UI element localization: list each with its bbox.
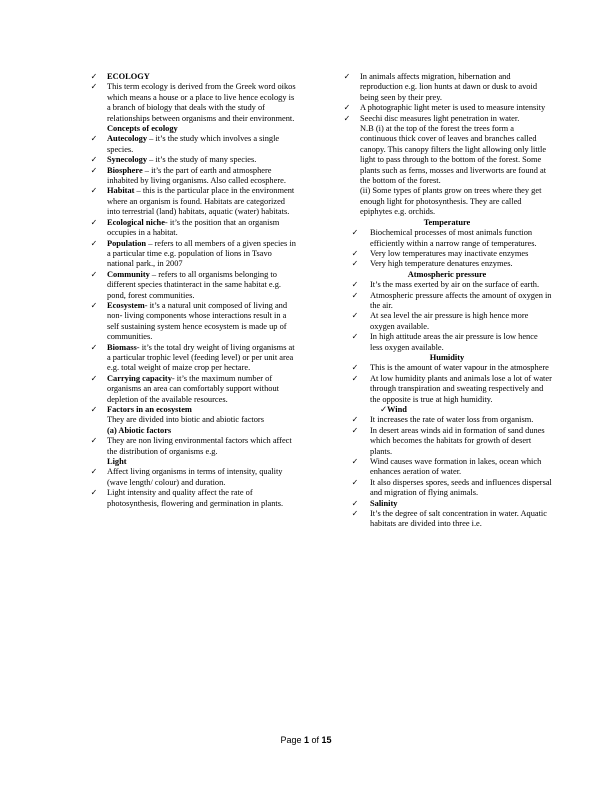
checkmark-icon: ✓: [90, 269, 98, 279]
paragraph: Atmospheric pressure affects the amount of oxygen in the air.: [370, 290, 552, 310]
term-definition: refers to all organisms belonging to different species thatinteract in the same habitat e.g. pond, forest communities.: [107, 269, 282, 300]
section-heading: Temperature: [423, 217, 471, 227]
footer-middle: of: [309, 735, 322, 745]
checkmark-icon: ✓: [343, 113, 351, 123]
checkmark-icon: ✓: [90, 165, 98, 175]
paragraph: They are divided into biotic and abiotic factors: [107, 415, 264, 425]
checkmark-icon: ✓: [351, 498, 359, 508]
term-item: [89, 239, 297, 270]
term-definition: it’s a natural unit composed of living and non- living components whose interactions result in a self sustaining system hence ecosystem is made up of communities.: [107, 300, 288, 342]
term-definition: refers to all members of a given species in a particular time e.g. population of lions in Tsavo national park., in 2007: [107, 238, 296, 269]
term-name: Autecology: [107, 134, 148, 144]
section-heading: Atmospheric pressure: [407, 269, 487, 279]
checkmark-icon: ✓: [90, 186, 98, 196]
total-page-number: 15: [321, 735, 332, 745]
term-name: Biomass: [107, 342, 137, 352]
paragraph: In animals affects migration, hibernation and reproduction e.g. lion hunts at dawn or dusk to avoid being seen by their prey.: [360, 72, 538, 102]
list-item: [342, 363, 552, 373]
page-footer: [0, 735, 612, 745]
section-heading: Light: [107, 457, 127, 467]
term-separator: –: [146, 238, 155, 248]
checkmark-icon: ✓: [351, 425, 359, 435]
list-item: [342, 509, 552, 530]
section-heading: ✓Wind: [380, 405, 407, 414]
checkmark-icon: ✓: [351, 248, 359, 258]
term-definition: it’s the maximum number of organisms an area can comfortably support without depletion of the available resources.: [107, 373, 279, 404]
paragraph: At sea level the air pressure is high hence more oxygen available.: [370, 311, 529, 331]
list-item: [342, 259, 552, 269]
checkmark-icon: ✓: [351, 509, 359, 519]
checkmark-icon: ✓: [351, 332, 359, 342]
checkmark-icon: ✓: [90, 488, 98, 498]
note-text: (ii) Some types of plants grow on trees where they get enough light for photosynthesis. They are called epiphytes e.g. orchids.: [360, 186, 542, 217]
checkmark-icon: ✓: [380, 405, 388, 414]
list-item: [342, 311, 552, 332]
list-item: [342, 291, 552, 312]
list-item: [89, 467, 297, 488]
paragraph: Affect living organisms in terms of intensity, quality (wave length/ colour) and duration.: [107, 467, 283, 487]
checkmark-icon: ✓: [90, 373, 98, 383]
term-name: Population: [107, 238, 147, 248]
section-heading: Salinity: [370, 498, 398, 508]
term-name: Habitat: [107, 186, 135, 196]
term-item: [89, 155, 297, 165]
term-definition: it’s the part of earth and atmosphere inhabited by living organisms. Also called ecosphere.: [107, 165, 286, 186]
term-separator: –: [147, 155, 156, 165]
checkmark-icon: ✓: [351, 415, 359, 425]
list-item: [342, 114, 552, 124]
term-item: [89, 166, 297, 187]
checkmark-icon: ✓: [351, 228, 359, 238]
paragraph: Wind causes wave formation in lakes, ocean which enhances aeration of water.: [370, 457, 542, 477]
term-separator: -: [144, 300, 150, 310]
page-title: ECOLOGY: [107, 72, 150, 81]
list-item: [89, 405, 297, 415]
paragraph: In desert areas winds aid in formation of sand dunes which becomes the habitats for growth of desert plants.: [370, 425, 545, 456]
list-item: [89, 72, 297, 82]
term-name: Ecosystem: [107, 300, 145, 310]
list-item: [342, 249, 552, 259]
list-item: [342, 103, 552, 113]
checkmark-icon: ✓: [90, 342, 98, 352]
checkmark-icon: ✓: [343, 103, 351, 113]
term-name: Synecology: [107, 155, 148, 165]
term-name: Biosphere: [107, 165, 143, 175]
checkmark-icon: ✓: [351, 259, 359, 269]
list-item: [89, 488, 297, 509]
list-item: [342, 415, 552, 425]
term-separator: -: [136, 342, 142, 352]
term-definition: this is the particular place in the environment where an organism is found. Habitats are categorized into terrestrial (land) habitats, aquatic (water) habitats.: [107, 186, 295, 217]
term-name: Carrying capacity: [107, 373, 172, 383]
left-column: [89, 72, 297, 509]
term-item: [89, 374, 297, 405]
paragraph: At low humidity plants and animals lose a lot of water through transpiration and sweating respectively and the opposite is true at high humidity.: [370, 373, 552, 404]
term-separator: –: [149, 269, 159, 279]
list-item: [342, 280, 552, 290]
term-name: Community: [107, 269, 150, 279]
checkmark-icon: ✓: [351, 311, 359, 321]
section-heading: (a) Abiotic factors: [107, 425, 172, 435]
list-item: [342, 426, 552, 457]
paragraph: Seechi disc measures light penetration in water.: [360, 113, 520, 123]
paragraph: Biochemical processes of most animals function efficiently within a narrow range of temperatures.: [370, 228, 537, 248]
term-item: [89, 301, 297, 343]
checkmark-icon: ✓: [343, 72, 351, 81]
checkmark-icon: ✓: [90, 436, 98, 446]
list-item: [342, 332, 552, 353]
current-page-number: 1: [303, 735, 309, 745]
list-item: [342, 478, 552, 499]
list-item: [342, 228, 552, 249]
list-item: [89, 436, 297, 457]
term-definition: it’s the study of many species.: [155, 155, 257, 165]
note-text: N.B (i) at the top of the forest the trees form a continuous thick cover of leaves and branches called canopy. This canopy filters the light allowing only little light to pass through to the bottom of the forest. Some plants such as ferns, mosses and liverworts are found at the bottom of the forest.: [360, 124, 547, 186]
checkmark-icon: ✓: [90, 82, 98, 92]
checkmark-icon: ✓: [351, 457, 359, 467]
list-item: [342, 457, 552, 478]
section-heading: Factors in an ecosystem: [107, 405, 192, 414]
paragraph: Light intensity and quality affect the rate of photosynthesis, flowering and germination in plants.: [107, 488, 284, 508]
term-separator: –: [142, 165, 152, 175]
paragraph: In high attitude areas the air pressure is low hence less oxygen available.: [370, 332, 538, 352]
checkmark-icon: ✓: [351, 373, 359, 383]
term-item: [89, 134, 297, 155]
paragraph: It’s the mass exerted by air on the surface of earth.: [370, 280, 540, 290]
checkmark-icon: ✓: [351, 477, 359, 487]
checkmark-icon: ✓: [90, 467, 98, 477]
paragraph: This is the amount of water vapour in the atmosphere: [370, 363, 549, 373]
checkmark-icon: ✓: [90, 72, 98, 81]
checkmark-icon: ✓: [90, 134, 98, 144]
checkmark-icon: ✓: [90, 155, 98, 165]
term-item: [89, 343, 297, 374]
checkmark-icon: ✓: [351, 280, 359, 290]
paragraph: It’s the degree of salt concentration in water. Aquatic habitats are divided into three i.e.: [370, 509, 547, 529]
list-item: [342, 72, 552, 103]
paragraph: Very low temperatures may inactivate enzymes: [370, 248, 529, 258]
term-separator: –: [147, 134, 156, 144]
term-item: [89, 186, 297, 217]
term-definition: it’s the total dry weight of living organisms at a particular trophic level (feeding level) or per unit area e.g. total weight of maize crop per hectare.: [107, 342, 295, 373]
paragraph: A photographic light meter is used to measure intensity: [360, 103, 546, 113]
term-separator: –: [134, 186, 143, 196]
term-separator: -: [164, 217, 170, 227]
section-heading: Humidity: [429, 352, 465, 362]
checkmark-icon: ✓: [351, 290, 359, 300]
checkmark-icon: ✓: [90, 238, 98, 248]
term-item: [89, 218, 297, 239]
right-column: [342, 72, 552, 530]
checkmark-icon: ✓: [90, 217, 98, 227]
paragraph: Very high temperature denatures enzymes.: [370, 259, 513, 269]
term-definition: it’s the position that an organism occupies in a habitat.: [107, 217, 280, 238]
list-item: [89, 82, 297, 124]
paragraph: It also disperses spores, seeds and influences dispersal and migration of flying animals.: [370, 477, 552, 498]
checkmark-icon: ✓: [90, 405, 98, 414]
section-heading: Concepts of ecology: [107, 124, 178, 134]
footer-prefix: Page: [280, 735, 304, 745]
paragraph: They are non living environmental factors which affect the distribution of organisms e.g.: [107, 436, 292, 456]
list-item: [342, 499, 552, 509]
paragraph: It increases the rate of water loss from organism.: [370, 415, 534, 425]
term-item: [89, 270, 297, 301]
checkmark-icon: ✓: [90, 300, 98, 310]
list-item: [342, 374, 552, 405]
checkmark-icon: ✓: [351, 363, 359, 373]
term-separator: -: [171, 373, 177, 383]
term-definition: it’s the study which involves a single species.: [107, 134, 280, 154]
term-name: Ecological niche: [107, 217, 165, 227]
intro-text: This term ecology is derived from the Greek word oikos which means a house or a place to live hence ecology is a branch of biology that deals with the study of relationships between organisms and their environment.: [107, 82, 296, 123]
